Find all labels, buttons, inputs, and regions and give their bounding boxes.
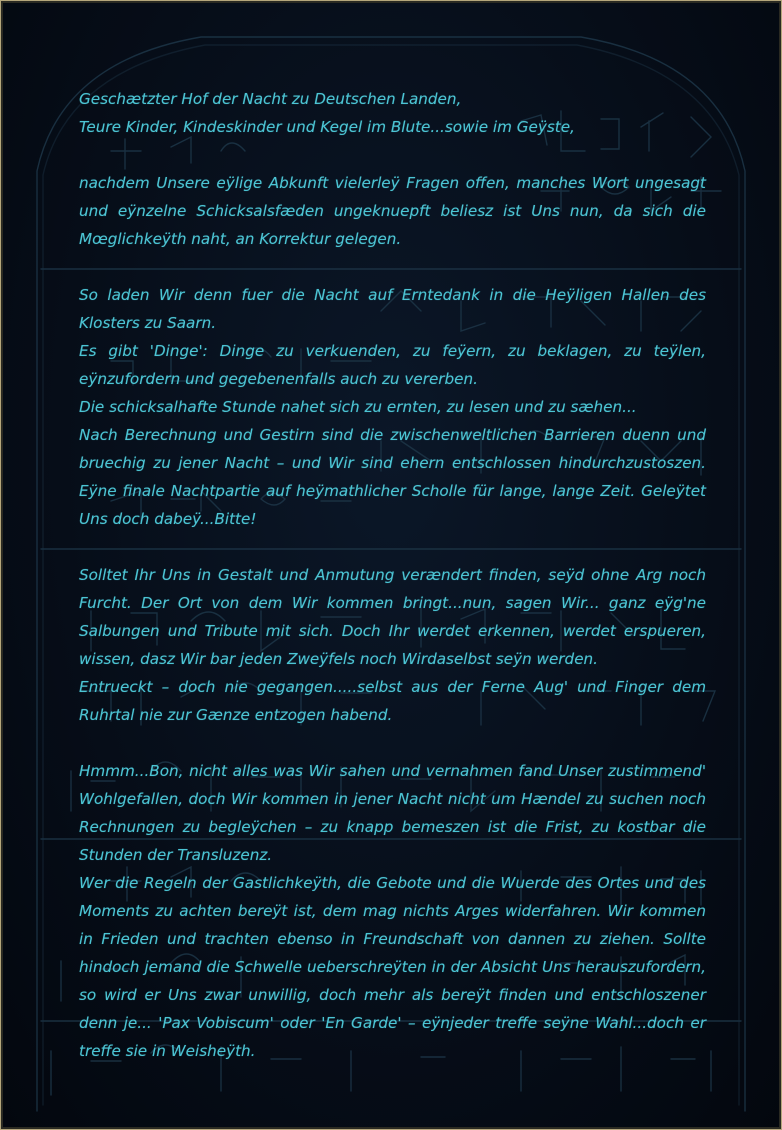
paragraph-2b: Es gibt 'Dinge': Dinge zu verkuenden, zu feÿern, zu beklagen, zu teÿlen, eÿnzufordern und gegebenenfalls auch zu vererben. — [79, 342, 706, 388]
paragraph-4a: Hmmm...Bon, nicht alles was Wir sahen und vernahmen fand Unser zustimmend' Wohlgefallen, doch Wir kommen in jener Nacht nicht um Hændel zu suchen noch Rechnungen zu begleÿchen – zu knapp bemeszen ist die Frist, zu kostbar die Stunden der Transluzenz. — [79, 762, 706, 864]
paragraph-2a: So laden Wir denn fuer die Nacht auf Erntedank in die Heÿligen Hallen des Klosters zu Saarn. — [79, 286, 706, 332]
paragraph-2d: Nach Berechnung und Gestirn sind die zwischenweltlichen Barrieren duenn und bruechig zu jener Nacht – und Wir sind ehern entschlossen hindurchzustoszen. Eÿne finale Nachtpartie auf heÿmathlicher Scholle für lange, lange Zeit. Geleÿtet Uns doch dabeÿ...Bitte! — [79, 426, 706, 528]
paragraph-2c: Die schicksalhafte Stunde nahet sich zu ernten, zu lesen und zu sæhen... — [79, 398, 637, 416]
paragraph-3b: Entrueckt – doch nie gegangen.....selbst aus der Ferne Aug' und Finger dem Ruhrtal nie zur Gænze entzogen habend. — [79, 678, 706, 724]
letter-body — [79, 85, 706, 1065]
paragraph-1: nachdem Unsere eÿlige Abkunft vielerleÿ Fragen offen, manches Wort ungesagt und eÿnzelne Schicksalsfæden ungeknuepft beliesz ist Uns nun, da sich die Mœglichkeÿth naht, an Korrektur gelegen. — [79, 174, 706, 248]
paragraph-3a: Solltet Ihr Uns in Gestalt und Anmutung verændert finden, seÿd ohne Arg noch Furcht. Der Ort von dem Wir kommen bringt...nun, sagen Wir... ganz eÿg'ne Salbungen und Tribute mit sich. Doch Ihr werdet erkennen, werdet erspueren, wissen, dasz Wir bar jeden Zweÿfels noch Wirdaselbst seÿn werden. — [79, 566, 706, 668]
salutation-line-1: Geschætzter Hof der Nacht zu Deutschen Landen, — [79, 90, 462, 108]
salutation-line-2: Teure Kinder, Kindeskinder und Kegel im Blute...sowie im Geÿste, — [79, 118, 575, 136]
paragraph-4b: Wer die Regeln der Gastlichkeÿth, die Gebote und die Wuerde des Ortes und des Moments zu achten bereÿt ist, dem mag nichts Arges widerfahren. Wir kommen in Frieden und trachten ebenso in Freundschaft von dannen zu ziehen. Sollte hindoch jemand die Schwelle ueberschreÿten in der Absicht Uns herauszufordern, so wird er Uns zwar unwillig, doch mehr als bereÿt finden und entschloszener denn je... 'Pax Vobiscum' oder 'En Garde' – eÿnjeder treffe seÿne Wahl...doch er treffe sie in Weisheÿth. — [79, 874, 706, 1060]
